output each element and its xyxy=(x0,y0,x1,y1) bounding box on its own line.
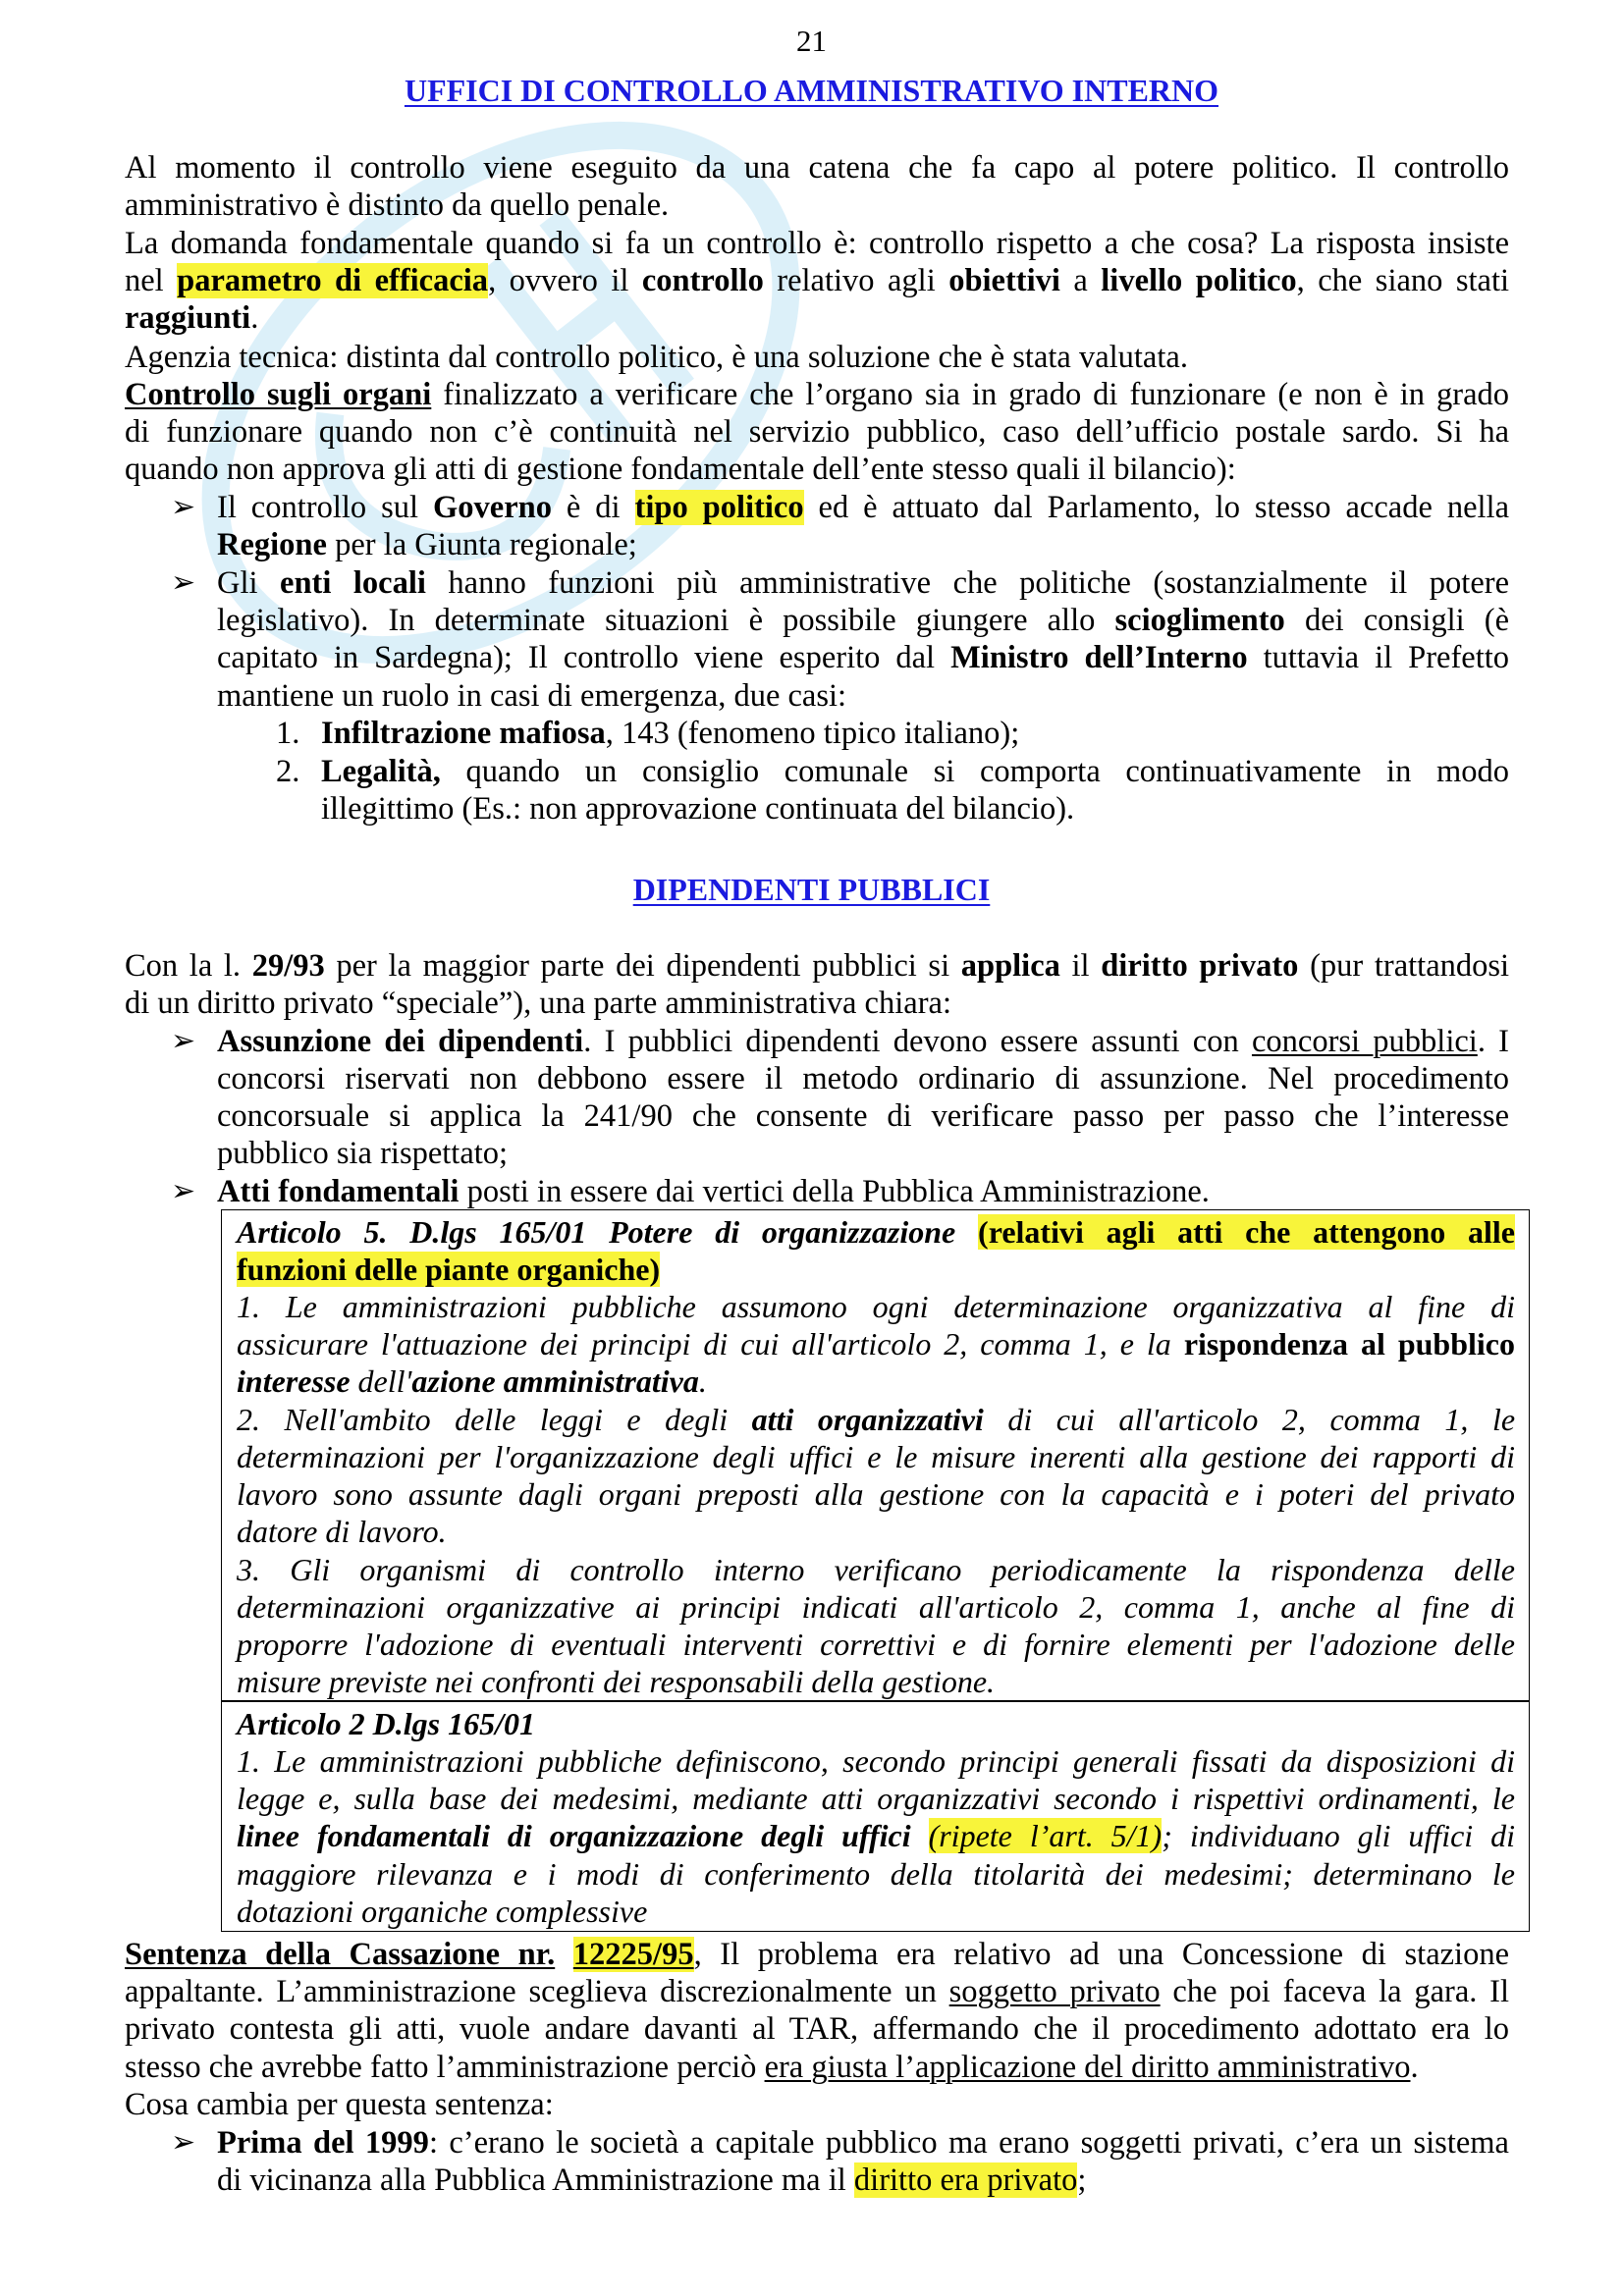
text: nel xyxy=(125,263,164,298)
text: per la Giunta regionale; xyxy=(335,527,637,562)
box1-line-4 xyxy=(237,1325,1515,1362)
b2-line-4: mantiene un ruolo in casi di emergenza, due casi: xyxy=(217,678,847,714)
text: di vicinanza alla Pubblica Amministrazione ma il xyxy=(217,2163,846,2198)
text: Con la l. xyxy=(125,948,242,984)
p3-line-5: Cosa cambia per questa sentenza: xyxy=(125,2087,554,2122)
b3-line-1 xyxy=(217,1023,1509,1060)
highlight-sentenza-number: 12225/95 xyxy=(572,1937,694,1972)
text: . I pubblici dipendenti devono essere assunti con xyxy=(583,1024,1239,1059)
text: posti in essere dai vertici della Pubblica Amministrazione. xyxy=(466,1174,1210,1209)
text: finalizzato a verificare che l’organo sia in grado di funzionare (e non è in grado xyxy=(443,377,1510,412)
text: Articolo 5. D.lgs 165/01 Potere di organizzazione xyxy=(237,1214,956,1250)
b5-line-2 xyxy=(217,2162,1086,2199)
text: . xyxy=(698,1363,707,1399)
highlight-funzioni: funzioni delle piante organiche) xyxy=(237,1252,661,1287)
text: tuttavia il Prefetto xyxy=(1263,640,1510,675)
text: , che siano stati xyxy=(1296,263,1510,298)
box1-line-3: 1. Le amministrazioni pubbliche assumono ogni determinazione organizzativa al fine di xyxy=(237,1289,1515,1324)
text: è di xyxy=(566,490,621,525)
b2-line-2 xyxy=(217,602,1509,639)
box2-line-5: maggiore rilevanza e i modi di conferimento della titolarità dei medesimi; determinano le xyxy=(237,1856,1515,1892)
box1-line-8: lavoro sono assunte dagli organi preposti alla gestione con la capacità e i poteri del privato xyxy=(237,1476,1515,1512)
p1-line-2: amministrativo è distinto da quello penale. xyxy=(125,187,670,223)
text: di cui all'articolo 2, comma 1, le xyxy=(1007,1402,1516,1437)
bold-text: controllo xyxy=(641,263,764,298)
box1-line-9: datore di lavoro. xyxy=(237,1514,447,1549)
text: . I xyxy=(1477,1024,1509,1059)
text: , ovvero il xyxy=(488,263,629,298)
p1-line-1: Al momento il controllo viene eseguito da una catena che fa capo al potere politico. Il controllo xyxy=(125,150,1509,186)
b4-line xyxy=(217,1173,1210,1210)
underlined-text: concorsi pubblici xyxy=(1251,1024,1478,1059)
text: , 143 (fenomeno tipico italiano); xyxy=(605,716,1020,751)
n1-line xyxy=(321,715,1019,752)
p3-line-4 xyxy=(125,2049,1419,2086)
underlined-text: era giusta l’applicazione del diritto amministrativo xyxy=(764,2050,1411,2085)
text: per la maggior parte dei dipendenti pubblici si xyxy=(336,948,950,984)
b5-line-1 xyxy=(217,2124,1509,2162)
p1-line-5 xyxy=(125,299,258,337)
arrow-bullet-icon: ➢ xyxy=(171,566,196,599)
bold-text: atti organizzativi xyxy=(751,1402,984,1437)
bold-text: Atti fondamentali xyxy=(217,1174,460,1209)
text: assicurare l'attuazione dei principi di cui all'articolo 2, comma 1, e la xyxy=(237,1326,1171,1362)
p1-line-3: La domanda fondamentale quando si fa un controllo è: controllo rispetto a che cosa? La risposta insiste xyxy=(125,226,1509,261)
box1-line-11: determinazioni organizzative ai principi indicati all'articolo 2, comma 1, anche al fine di xyxy=(237,1589,1515,1625)
bold-text: enti locali xyxy=(280,565,426,601)
p3-line-1 xyxy=(125,1936,1509,1973)
text: . xyxy=(250,300,259,336)
text: ; individuano gli uffici di xyxy=(1162,1818,1516,1853)
bold-text: obiettivi xyxy=(948,263,1060,298)
box2-line-3: legge e, sulla base dei medesimi, mediante atti organizzativi secondo i rispettivi ordinamenti, le xyxy=(237,1781,1515,1816)
n2-line-1 xyxy=(321,753,1509,790)
section-title-dipendenti: DIPENDENTI PUBBLICI xyxy=(632,872,991,907)
b2-line-1 xyxy=(217,564,1509,602)
p1-line-9: quando non approva gli atti di gestione fondamentale dell’ente stesso quali il bilancio): xyxy=(125,452,1236,487)
bold-text: Legalità, xyxy=(321,754,441,789)
n2-line-2: illegittimo (Es.: non approvazione continuata del bilancio). xyxy=(321,791,1075,827)
highlight-relativi: (relativi agli atti che attengono alle xyxy=(978,1214,1516,1250)
b2-line-3 xyxy=(217,639,1509,676)
text: , Il problema era relativo ad una Concessione di stazione xyxy=(693,1937,1509,1972)
text: hanno funzioni più amministrative che politiche (sostanzialmente il potere xyxy=(448,565,1510,601)
bold-text: azione amministrativa xyxy=(411,1363,699,1399)
text: appaltante. L’amministrazione sceglieva discrezionalmente un xyxy=(125,1974,937,2009)
box2-line-6: dotazioni organiche complessive xyxy=(237,1894,648,1929)
bold-text: Prima del 1999 xyxy=(217,2125,429,2161)
text: Il controllo sul xyxy=(217,490,419,525)
list-number-1: 1. xyxy=(276,716,300,751)
b1-line-2 xyxy=(217,526,637,563)
b3-line-2: concorsi riservati non debbono essere il metodo ordinario di assunzione. Nel procedimento xyxy=(217,1061,1509,1096)
text: ed è attuato dal Parlamento, lo stesso accade nella xyxy=(818,490,1509,525)
text: quando un consiglio comunale si comporta continuativamente in modo xyxy=(465,754,1509,789)
p1-line-8: di funzionare quando non c’è continuità nel servizio pubblico, caso dell’ufficio postale sardo. Si ha xyxy=(125,414,1509,450)
box1-line-7: determinazioni per l'organizzazione degli uffici e le misure inerenti alla gestione dei rapporti di xyxy=(237,1439,1515,1474)
box1-line-1 xyxy=(237,1213,1515,1251)
section-title-controllo: UFFICI DI CONTROLLO AMMINISTRATIVO INTERNO xyxy=(404,73,1219,108)
box1-line-13: misure previste nei confronti dei responsabili della gestione. xyxy=(237,1664,996,1699)
arrow-bullet-icon: ➢ xyxy=(171,2126,196,2159)
p1-line-6: Agenzia tecnica: distinta dal controllo politico, è una soluzione che è stata valutata. xyxy=(125,340,1188,375)
bold-text: interesse xyxy=(237,1363,351,1399)
text: che poi faceva la gara. Il xyxy=(1172,1974,1510,2009)
text: : c’erano le società a capitale pubblico ma erano soggetti privati, c’era un sistema xyxy=(428,2125,1509,2161)
highlight-diritto-privato: diritto era privato xyxy=(853,2163,1078,2198)
text: ; xyxy=(1077,2163,1087,2198)
box1-line-2 xyxy=(237,1251,660,1288)
box2-line-2: 1. Le amministrazioni pubbliche definiscono, secondo principi generali fissati da disposizioni di xyxy=(237,1743,1515,1779)
text: relativo agli xyxy=(777,263,936,298)
p2-line-2: di un diritto privato “speciale”), una parte amministrativa chiara: xyxy=(125,986,951,1021)
p3-line-3: privato contesta gli atti, vuole andare davanti al TAR, affermando che il procedimento adottato era lo xyxy=(125,2011,1509,2047)
highlight-ripete: (ripete l’art. 5/1) xyxy=(928,1818,1163,1853)
bold-text: linee fondamentali di organizzazione degli uffici xyxy=(237,1818,911,1853)
list-number-2: 2. xyxy=(276,754,300,789)
underlined-bold: Sentenza della Cassazione nr. xyxy=(125,1937,556,1972)
bold-text: Infiltrazione mafiosa xyxy=(321,716,606,751)
bold-text: Regione xyxy=(217,527,327,562)
page-number: 21 xyxy=(796,24,827,58)
box2-line-1: Articolo 2 D.lgs 165/01 xyxy=(237,1706,536,1741)
bold-text: scioglimento xyxy=(1114,603,1285,638)
text: dell' xyxy=(357,1363,412,1399)
p3-line-2 xyxy=(125,1973,1509,2010)
arrow-bullet-icon: ➢ xyxy=(171,491,196,523)
text: (pur trattandosi xyxy=(1310,948,1510,984)
bold-text: diritto privato xyxy=(1101,948,1299,984)
box2-line-4 xyxy=(237,1817,1515,1854)
box1-line-10: 3. Gli organismi di controllo interno verificano periodicamente la rispondenza delle xyxy=(237,1552,1515,1587)
b1-line-1 xyxy=(217,489,1509,526)
b3-line-3: concorsuale si applica la 241/90 che consente di verificare passo per passo che l’interesse xyxy=(217,1098,1509,1134)
arrow-bullet-icon: ➢ xyxy=(171,1175,196,1207)
bold-text: Assunzione dei dipendenti xyxy=(217,1024,584,1059)
text: il xyxy=(1071,948,1090,984)
arrow-bullet-icon: ➢ xyxy=(171,1025,196,1057)
p2-line-1 xyxy=(125,947,1509,985)
text: a xyxy=(1073,263,1088,298)
box1-line-12: proporre l'adozione di eventuali interventi correttivi e di fornire elementi per l'adozione delle xyxy=(237,1627,1515,1662)
text: . xyxy=(1410,2050,1419,2085)
bold-text: raggiunti xyxy=(125,300,251,336)
text: capitato in Sardegna); Il controllo viene esperito dal xyxy=(217,640,936,675)
text: stesso che avrebbe fatto l’amministrazione perciò xyxy=(125,2050,757,2085)
p1-line-4 xyxy=(125,262,1509,299)
text: dei consigli (è xyxy=(1304,603,1510,638)
bold-text: Ministro dell’Interno xyxy=(950,640,1248,675)
bold-text: 29/93 xyxy=(251,948,325,984)
text: legislativo). In determinate situazioni è possibile giungere allo xyxy=(217,603,1096,638)
p1-line-7 xyxy=(125,376,1509,413)
bold-text: applica xyxy=(960,948,1060,984)
highlight-tipo-politico: tipo politico xyxy=(634,490,804,525)
underlined-text: soggetto privato xyxy=(948,1974,1161,2009)
underlined-bold: Controllo sugli organi xyxy=(125,377,432,412)
box1-line-5 xyxy=(237,1362,707,1400)
highlight-parametro: parametro di efficacia xyxy=(177,263,489,298)
box1-line-6 xyxy=(237,1401,1515,1438)
text: Gli xyxy=(217,565,258,601)
bold-text: Governo xyxy=(432,490,552,525)
text: 2. Nell'ambito delle leggi e degli xyxy=(237,1402,729,1437)
bold-text: rispondenza al pubblico xyxy=(1183,1326,1516,1362)
bold-text: livello politico xyxy=(1101,263,1297,298)
b3-line-4: pubblico sia rispettato; xyxy=(217,1136,509,1171)
